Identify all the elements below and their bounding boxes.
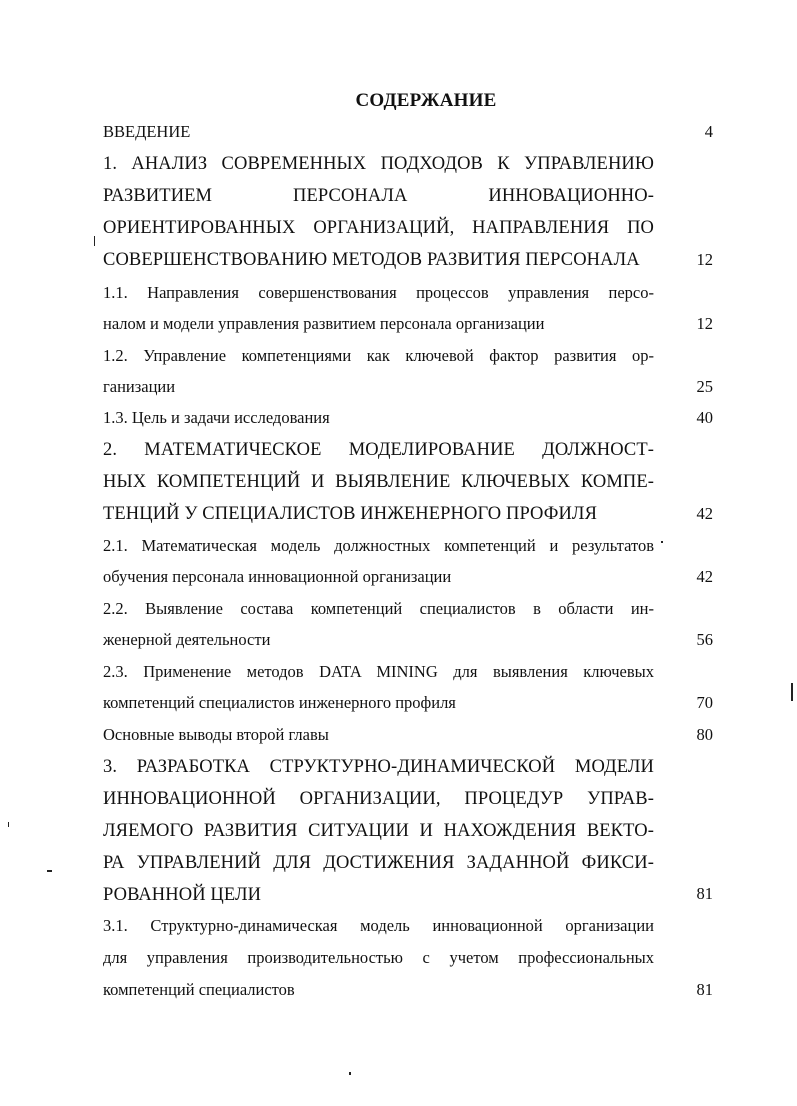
toc-title: СОДЕРЖАНИЕ [355, 90, 497, 111]
toc-s2-2-line-1: 2.2. Выявление состава компетенций специалистов в области ин- [103, 599, 654, 618]
toc-ch3-line-2: ИННОВАЦИОННОЙ ОРГАНИЗАЦИИ, ПРОЦЕДУР УПРАВ- [103, 789, 654, 809]
toc-s1-3-line-1: 1.3. Цель и задачи исследования [103, 408, 330, 427]
toc-s1-2-line-1: 1.2. Управление компетенциями как ключевой фактор развития ор- [103, 346, 654, 365]
scan-speck [94, 236, 95, 246]
toc-s3-1-line-3: компетенций специалистов [103, 980, 295, 999]
scan-speck [8, 822, 9, 827]
toc-s2-1-line-2: обучения персонала инновационной организации [103, 567, 452, 586]
toc-s2-2-line-2: женерной деятельности [103, 630, 271, 649]
toc-page-s2-3: 70 [696, 693, 713, 712]
toc-ch3-line-3: ЛЯЕМОГО РАЗВИТИЯ СИТУАЦИИ И НАХОЖДЕНИЯ ВЕКТО- [103, 821, 654, 841]
toc-page-intro: 4 [704, 122, 713, 141]
toc-page-s3-1: 81 [696, 980, 713, 999]
toc-page-concl2: 80 [696, 725, 713, 744]
toc-page-s2-2: 56 [696, 630, 713, 649]
toc-ch3-line-1: 3. РАЗРАБОТКА СТРУКТУРНО-ДИНАМИЧЕСКОЙ МОДЕЛИ [103, 757, 654, 777]
toc-ch2-line-1: 2. МАТЕМАТИЧЕСКОЕ МОДЕЛИРОВАНИЕ ДОЛЖНОСТ- [103, 440, 654, 460]
toc-s3-1-line-1: 3.1. Структурно-динамическая модель инновационной организации [103, 916, 654, 935]
toc-ch1-line-4: СОВЕРШЕНСТВОВАНИЮ МЕТОДОВ РАЗВИТИЯ ПЕРСОНАЛА [103, 250, 640, 270]
toc-ch3-line-4: РА УПРАВЛЕНИЙ ДЛЯ ДОСТИЖЕНИЯ ЗАДАННОЙ ФИКСИ- [103, 853, 654, 873]
toc-s3-1-line-2: для управления производительностью с учетом профессиональных [103, 948, 654, 967]
toc-s1-2-line-2: ганизации [103, 377, 176, 396]
toc-page-ch1: 12 [696, 250, 713, 269]
toc-concl2-line-1: Основные выводы второй главы [103, 725, 329, 744]
toc-ch3-line-5: РОВАННОЙ ЦЕЛИ [103, 885, 262, 905]
toc-s2-1-line-1: 2.1. Математическая модель должностных компетенций и результатов [103, 536, 654, 555]
scan-speck [349, 1072, 351, 1075]
toc-ch2-line-2: НЫХ КОМПЕТЕНЦИЙ И ВЫЯВЛЕНИЕ КЛЮЧЕВЫХ КОМПЕ- [103, 472, 654, 492]
scan-speck [47, 870, 52, 872]
toc-ch1-line-1: 1. АНАЛИЗ СОВРЕМЕННЫХ ПОДХОДОВ К УПРАВЛЕНИЮ [103, 154, 654, 174]
toc-s2-3-line-1: 2.3. Применение методов DATA MINING для выявления ключевых [103, 662, 654, 681]
toc-ch2-line-3: ТЕНЦИЙ У СПЕЦИАЛИСТОВ ИНЖЕНЕРНОГО ПРОФИЛЯ [103, 504, 598, 524]
toc-page-s2-1: 42 [696, 567, 713, 586]
scan-speck [791, 683, 793, 701]
toc-page-ch3: 81 [696, 884, 713, 903]
toc-s2-3-line-2: компетенций специалистов инженерного профиля [103, 693, 456, 712]
scan-speck [661, 541, 663, 543]
toc-page-s1-1: 12 [696, 314, 713, 333]
toc-page-s1-3: 40 [696, 408, 713, 427]
toc-ch1-line-2: РАЗВИТИЕМ ПЕРСОНАЛА ИННОВАЦИОННО- [103, 186, 654, 206]
toc-ch1-line-3: ОРИЕНТИРОВАННЫХ ОРГАНИЗАЦИЙ, НАПРАВЛЕНИЯ ПО [103, 218, 654, 238]
toc-entry-intro: ВВЕДЕНИЕ [103, 122, 191, 141]
toc-s1-1-line-2: налом и модели управления развитием персонала организации [103, 314, 545, 333]
toc-page-s1-2: 25 [696, 377, 713, 396]
toc-page-ch2: 42 [696, 504, 713, 523]
toc-s1-1-line-1: 1.1. Направления совершенствования процессов управления персо- [103, 283, 654, 302]
